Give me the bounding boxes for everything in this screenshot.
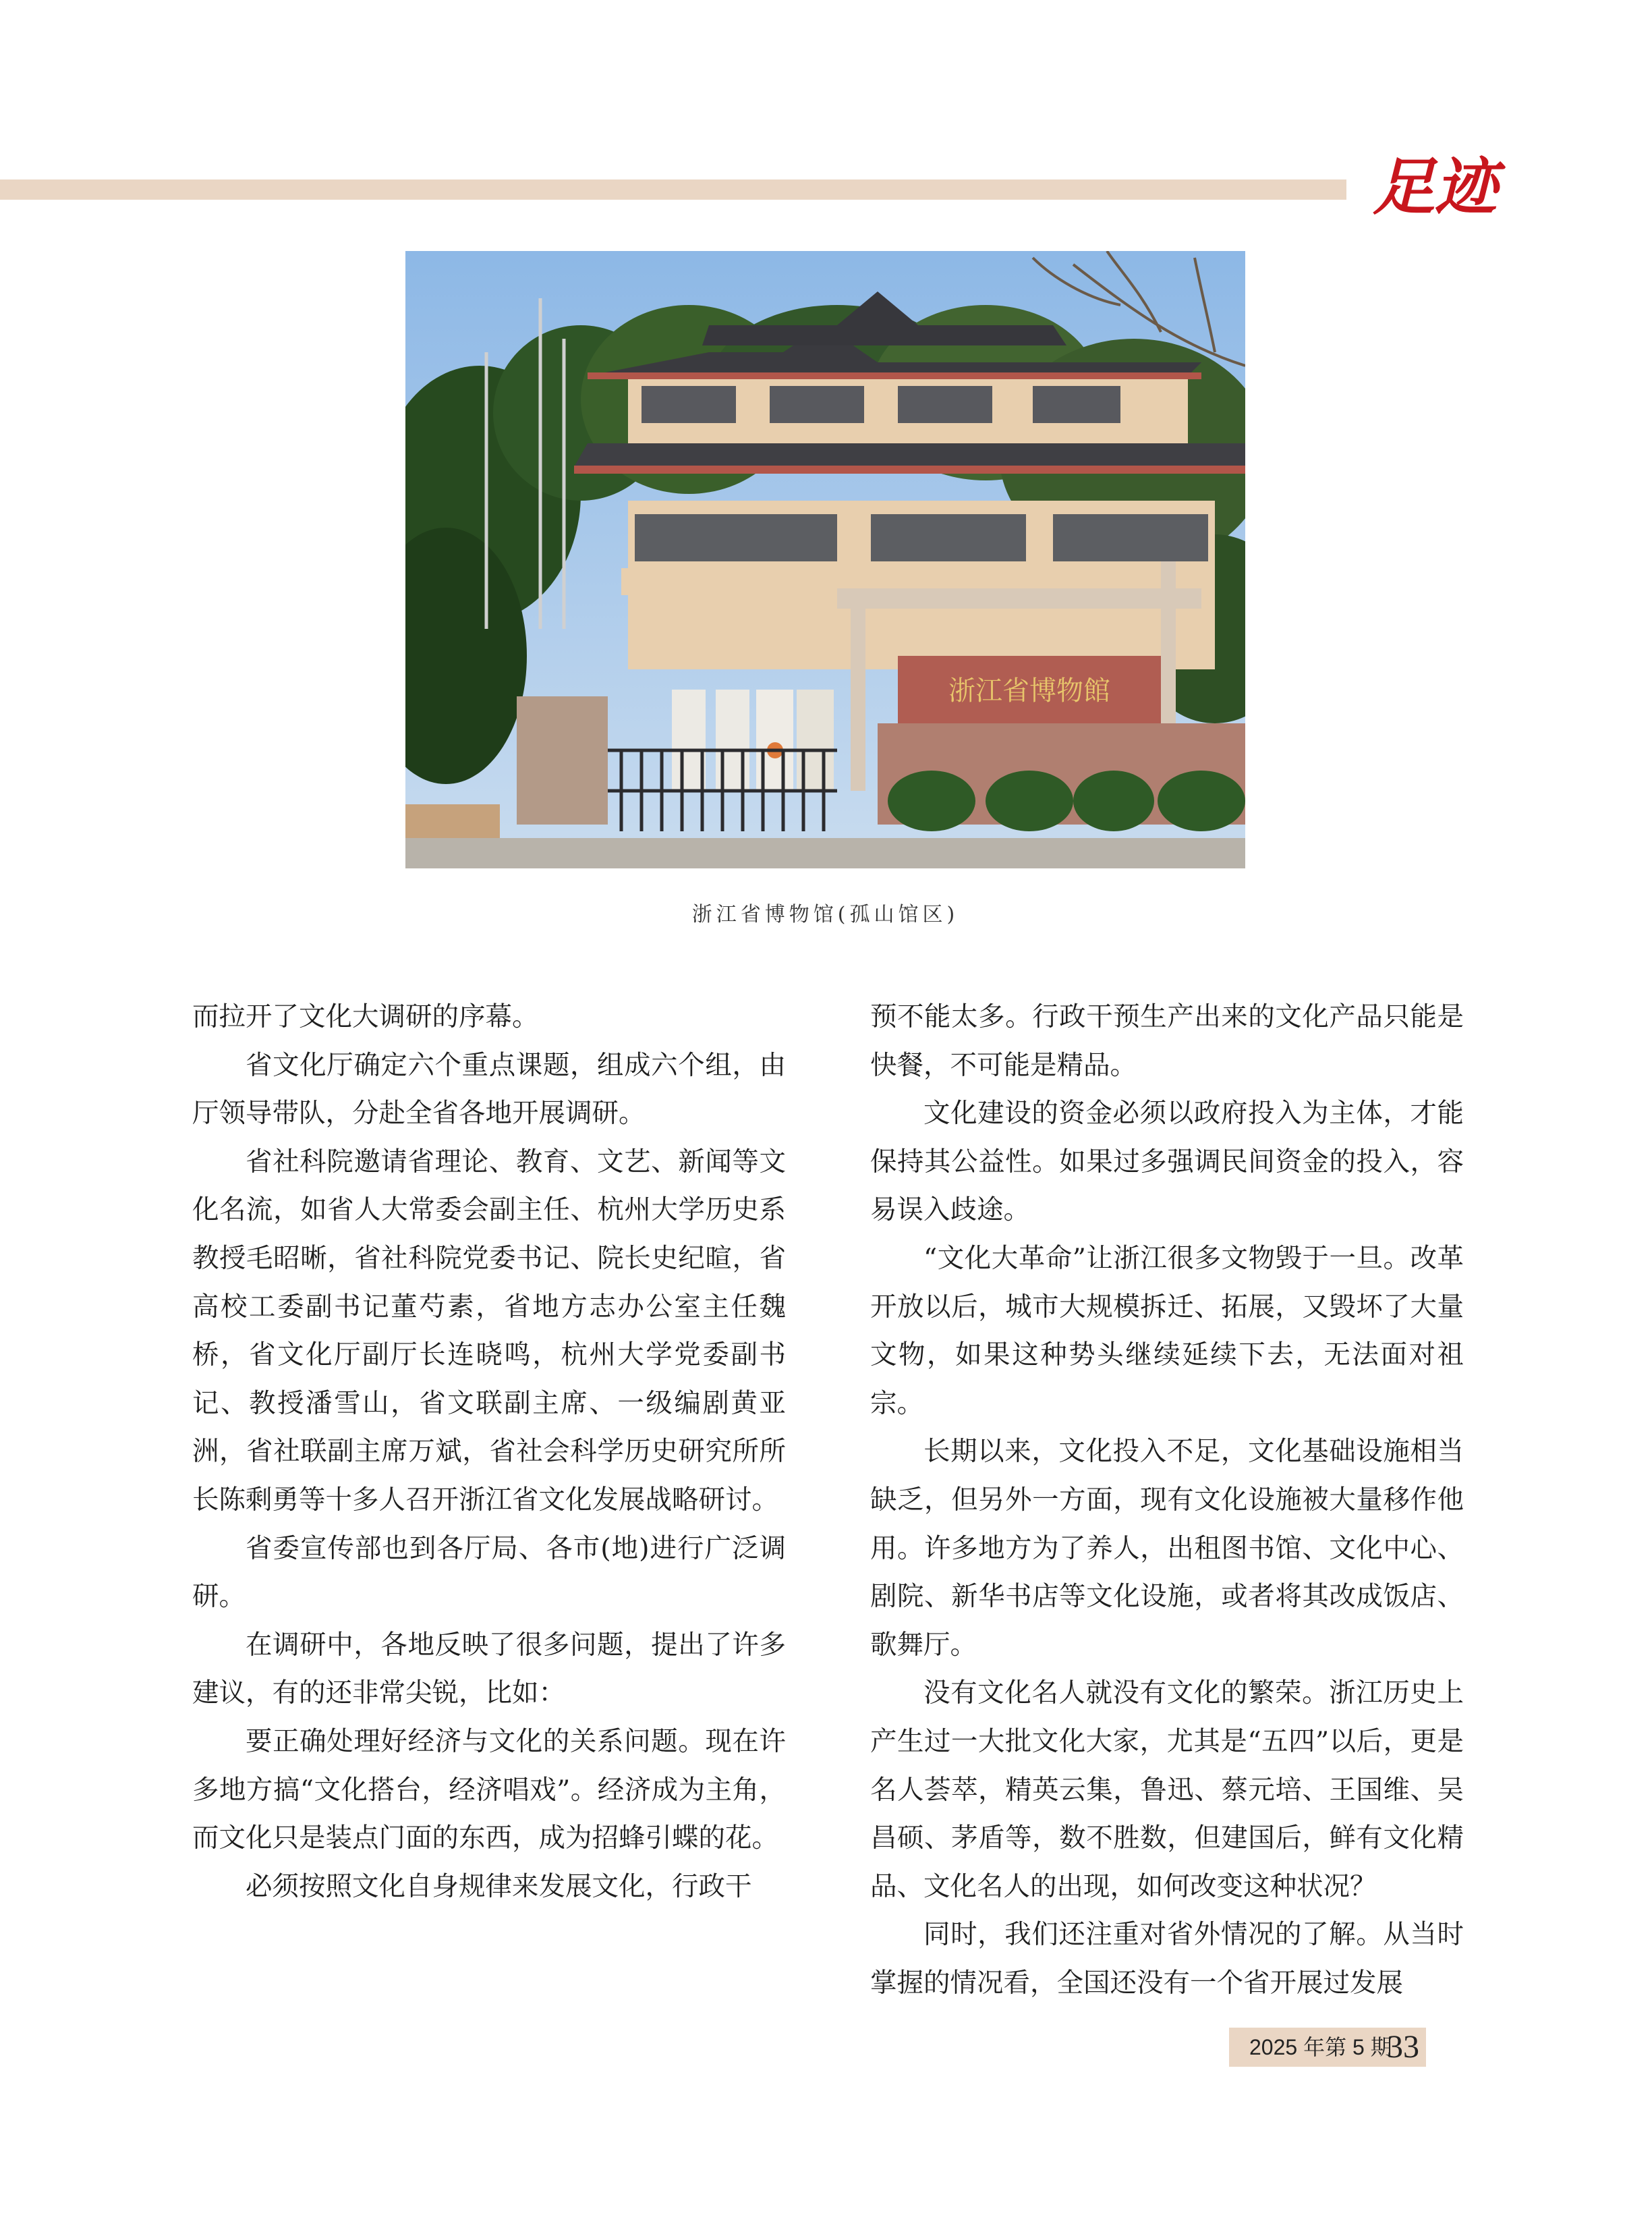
museum-photo	[405, 251, 1245, 868]
paragraph: 省文化厅确定六个重点课题，组成六个组，由厅领导带队，分赴全省各地开展调研。	[192, 1049, 786, 1130]
paragraph: 文化建设的资金必须以政府投入为主体，才能保持其公益性。如果过多强调民间资金的投入，容易误入歧途。	[870, 1098, 1464, 1226]
paragraph: 要正确处理好经济与文化的关系问题。现在许多地方搞“文化搭台，经济唱戏”。经济成为主角，而文化只是装点门面的东西，成为招蜂引蝶的花。	[192, 1725, 786, 1854]
photo-caption: 浙江省博物馆(孤山馆区)	[691, 903, 959, 926]
text-column-left	[192, 993, 786, 1911]
section-logo: 足迹	[1373, 150, 1498, 223]
text-column-right	[870, 993, 1464, 2007]
paragraph: 预不能太多。行政干预生产出来的文化产品只能是快餐，不可能是精品。	[870, 1001, 1464, 1081]
footer-issue-box	[1229, 2028, 1426, 2067]
paragraph: 长期以来，文化投入不足，文化基础设施相当缺乏，但另外一方面，现有文化设施被大量移作他用。许多地方为了养人，出租图书馆、文化中心、剧院、新华书店等文化设施，或者将其改成饭店、歌舞厅。	[870, 1436, 1464, 1661]
gate-pillar	[517, 696, 608, 825]
paragraph: “文化大革命”让浙江很多文物毁于一旦。改革开放以后，城市大规模拆迁、拓展，又毁坏了大量文物，如果这种势头继续延续下去，无法面对祖宗。	[870, 1242, 1464, 1419]
ground	[405, 838, 1245, 868]
iron-gate	[608, 750, 837, 831]
museum-sign	[898, 656, 1161, 723]
paragraph: 省社科院邀请省理论、教育、文艺、新闻等文化名流，如省人大常委会副主任、杭州大学历史系教授毛昭晰，省社科院党委书记、院长史纪暄，省高校工委副书记董芍素，省地方志办公室主任魏桥，省文化厅副厅长连晓鸣，杭州大学党委副书记、教授潘雪山，省文联副主席、一级编剧黄亚洲，省社联副主席万斌，省社会科学历史研究所所长陈剩勇等十多人召开浙江省文化发展战略研讨。	[192, 1146, 786, 1515]
page-number: 33	[1387, 2029, 1419, 2065]
issue-label: 2025 年第 5 期	[1249, 2035, 1392, 2059]
paragraph: 省委宣传部也到各厅局、各市(地)进行广泛调研。	[192, 1532, 786, 1613]
header-band	[0, 179, 1346, 200]
museum-sign-text: 浙江省博物館	[948, 675, 1110, 706]
paragraph: 而拉开了文化大调研的序幕。	[192, 1001, 539, 1032]
paragraph: 同时，我们还注重对省外情况的了解。从当时掌握的情况看，全国还没有一个省开展过发展	[870, 1919, 1464, 1999]
paragraph: 在调研中，各地反映了很多问题，提出了许多建议，有的还非常尖锐，比如：	[192, 1629, 786, 1709]
paragraph: 没有文化名人就没有文化的繁荣。浙江历史上产生过一大批文化大家，尤其是“五四”以后，更是名人荟萃，精英云集，鲁迅、蔡元培、王国维、吴昌硕、茅盾等，数不胜数，但建国后，鲜有文化精品、文化名人的出现，如何改变这种状况？	[870, 1677, 1464, 1902]
paragraph: 必须按照文化自身规律来发展文化，行政干	[246, 1870, 752, 1902]
